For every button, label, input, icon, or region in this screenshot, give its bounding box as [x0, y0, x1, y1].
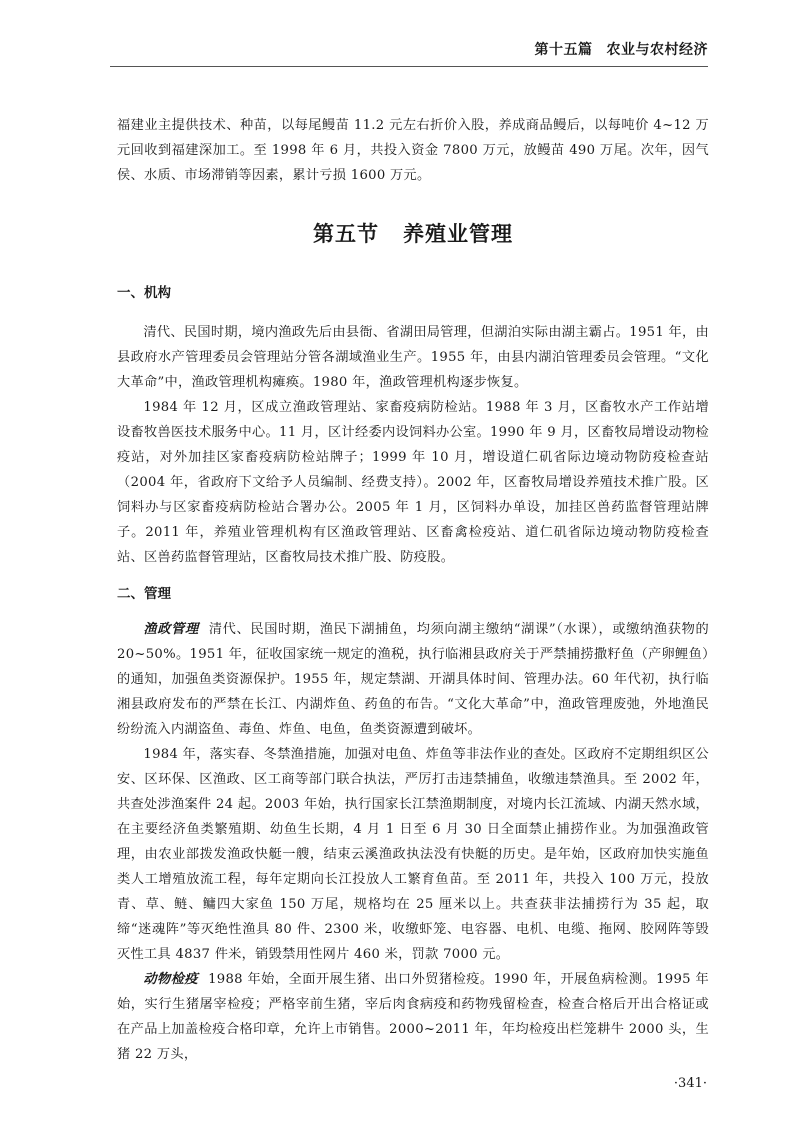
section-title: [117, 218, 709, 258]
paragraph: [117, 742, 709, 967]
paragraph-fishery-management: [117, 617, 709, 742]
subsection-heading-management: 二、管理: [117, 586, 171, 602]
page-body: [117, 113, 709, 1067]
running-header: [110, 40, 708, 67]
header-title: 农业与农村经济: [606, 42, 708, 58]
subsection-heading-organization: 一、机构: [117, 285, 171, 301]
opening-paragraph: 福建业主提供技术、种苗，以每尾鳗苗 11.2 元左右折价入股，养成商品鳗后，以每吨价 4~12 万元回收到福建深加工。至 1998 年 6 月，共投入资金 7800 万元，放鳗苗 490 万尾。次年，因气侯、水质、市场滞销等因素，累计亏损 1600 万元。: [117, 118, 709, 183]
paragraph-text: 清代、民国时期，渔民下湖捕鱼，均须向湖主缴纳“湖课”（水课），或缴纳渔获物的 20~50%。1951 年，征收国家统一规定的渔税，执行临湘县政府关于严禁捕捞撒籽鱼（产卵鲤鱼）的通知，加强鱼类资源保护。1955 年，规定禁湖、开湖具体时间、管理办法。60 年代初，执行临湘县政府发布的严禁在长江、内湖炸鱼、药鱼的布告。“文化大革命”中，渔政管理废弛，外地渔民纷纷流入内湖盗鱼、毒鱼、炸鱼、电鱼，鱼类资源遭到破坏。: [117, 622, 709, 737]
paragraph-text: 1988 年始，全面开展生猪、出口外贸猪检疫。1990 年，开展鱼病检测。1995 年始，实行生猪屠宰检疫；严格宰前生猪，宰后肉食病疫和药物残留检查，检查合格后开出合格证或在产品上加盖检疫合格印章，允许上市销售。2000~2011 年，年均检疫出栏笼耕牛 2000 头，生猪 22 万头，: [117, 972, 709, 1062]
section-number: 第五节: [313, 222, 379, 246]
header-part: 第十五篇: [534, 42, 593, 58]
runin-heading: 动物检疫: [143, 972, 199, 987]
runin-heading: 渔政管理: [143, 622, 199, 637]
page-number: ·341·: [673, 1076, 707, 1091]
paragraph-text: 1984 年，落实春、冬禁渔措施，加强对电鱼、炸鱼等非法作业的查处。区政府不定期组织区公安、区环保、区渔政、区工商等部门联合执法，严厉打击违禁捕鱼，收缴违禁渔具。至 2002 年，共查处涉渔案件 24 起。2003 年始，执行国家长江禁渔期制度，对境内长江流域、内湖天然水域，在主要经济鱼类繁殖期、幼鱼生长期，4 月 1 日至 6 月 30 日全面禁止捕捞作业。为加强渔政管理，由农业部拨发渔政快艇一艘，结束云溪渔政执法没有快艇的历史。是年始，区政府加快实施鱼类人工增殖放流工程，每年定期向长江投放人工繁育鱼苗。至 2011 年，共投入 100 万元，投放青、草、鲢、鳙四大家鱼 150 万尾，规格均在 25 厘米以上。共查获非法捕捞行为 35 起，取缔“迷魂阵”等灭绝性渔具 80 件、2300 米，收缴虾笼、电容器、电机、电缆、拖网、胶网阵等毁灭性工具 4837 件米，销毁禁用性网片 460 米，罚款 7000 元。: [117, 747, 709, 962]
section-name: 养殖业管理: [403, 222, 513, 246]
paragraph: 清代、民国时期，境内渔政先后由县衙、省湖田局管理，但湖泊实际由湖主霸占。1951 年，由县政府水产管理委员会管理站分管各湖域渔业生产。1955 年，由县内湖泊管理委员会管理。“文化大革命”中，渔政管理机构瘫痪。1980 年，渔政管理机构逐步恢复。: [117, 325, 709, 390]
paragraph-animal-quarantine: [117, 967, 709, 1067]
paragraph: 1984 年 12 月，区成立渔政管理站、家畜疫病防检站。1988 年 3 月，区畜牧水产工作站增设畜牧兽医技术服务中心。11 月，区计经委内设饲料办公室。1990 年 9 月，区畜牧局增设动物检疫站，对外加挂区家畜疫病防检站牌子；1999 年 10 月，增设道仁矶省际边境动物防疫检查站（2004 年，省政府下文给予人员编制、经费支持）。2002 年，区畜牧局增设养殖技术推广股。区饲料办与区家畜疫病防检站合署办公。2005 年 1 月，区饲料办单设，加挂区兽药监督管理站牌子。2011 年，养殖业管理机构有区渔政管理站、区畜禽检疫站、道仁矶省际边境动物防疫检查站、区兽药监督管理站，区畜牧局技术推广股、防疫股。: [117, 400, 709, 565]
